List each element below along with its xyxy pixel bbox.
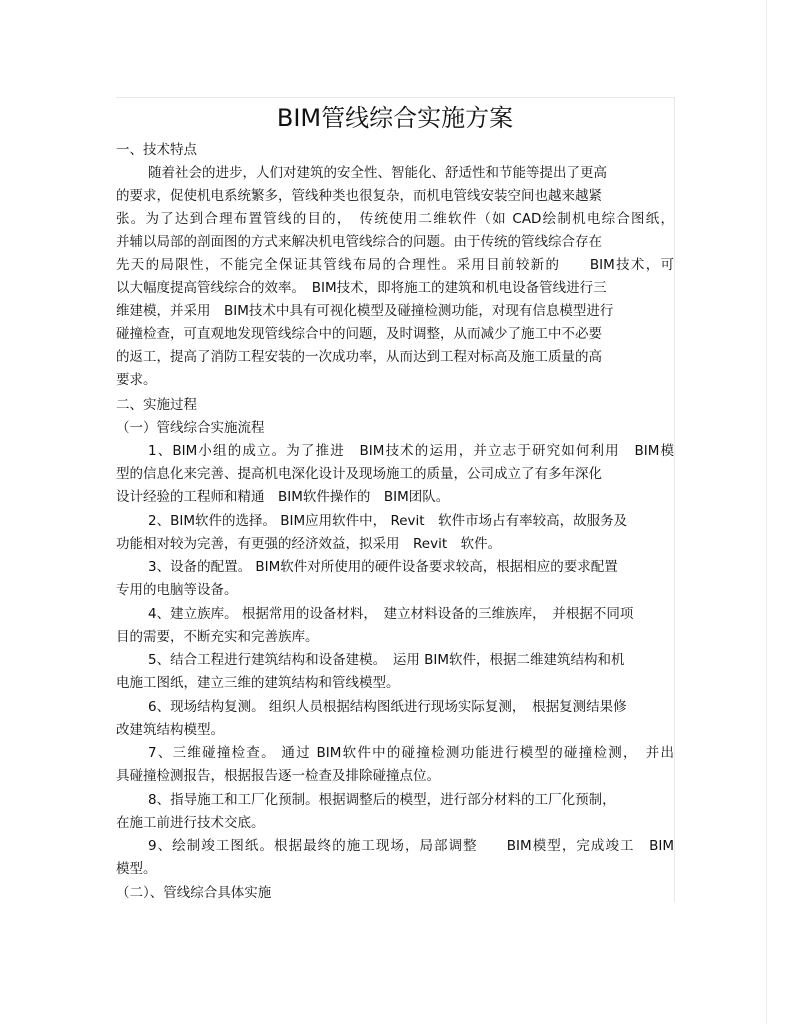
list-item-line: 设计经验的工程师和精通 BIM软件操作的 BIM团队。 [116,489,450,505]
section-heading-tech-features: 一、技术特点 [116,142,197,158]
page-edge-rule [766,0,767,1024]
document-page [116,97,675,902]
list-item-line: 2、BIM软件的选择。 BIM应用软件中， Revit 软件市场占有率较高，故服务及 [148,513,628,529]
list-item-line: 专用的电脑等设备。 [116,582,238,598]
paragraph-line: 的要求，促使机电系统繁多，管线种类也很复杂，而机电管线安装空间也越来越紧 [116,188,602,204]
paragraph-line: 先天的局限性，不能完全保证其管线布局的合理性。采用目前较新的 BIM技术，可 [116,257,674,273]
list-item-line: 6、现场结构复测。 组织人员根据结构图纸进行现场实际复测， 根据复测结果修 [148,699,627,715]
subsection-heading-implementation: （二）、管线综合具体实施 [116,885,272,901]
list-item-line: 在施工前进行技术交底。 [116,815,265,831]
list-item-line: 模型。 [116,861,157,877]
list-item-line: 目的需要，不断充实和完善族库。 [116,629,319,645]
list-item-line: 型的信息化来完善、提高机电深化设计及现场施工的质量，公司成立了有多年深化 [116,466,602,482]
list-item-line: 功能相对较为完善，有更强的经济效益，拟采用 Revit 软件。 [116,536,502,552]
paragraph-line: 要求。 [116,372,157,388]
list-item-line: 7、三维碰撞检查。 通过 BIM软件中的碰撞检测功能进行模型的碰撞检测， 并出 [148,745,674,761]
paragraph-line: 维建模，并采用 BIM技术中具有可视化模型及碰撞检测功能，对现有信息模型进行 [116,303,614,319]
list-item-line: 具碰撞检测报告，根据报告逐一检查及排除碰撞点位。 [116,768,440,784]
paragraph-line: 的返工，提高了消防工程安装的一次成功率，从而达到工程对标高及施工质量的高 [116,349,602,365]
list-item-line: 改建筑结构模型。 [116,722,224,738]
list-item-line: 电施工图纸，建立三维的建筑结构和管线模型。 [116,675,400,691]
paragraph-line: 以大幅度提高管线综合的效率。 BIM技术，即将施工的建筑和机电设备管线进行三 [116,280,607,296]
list-item-line: 3、设备的配置。 BIM软件对所使用的硬件设备要求较高，根据相应的要求配置 [148,559,618,575]
paragraph-line: 随着社会的进步，人们对建筑的安全性、智能化、舒适性和节能等提出了更高 [148,165,607,181]
paragraph-line: 张。为了达到合理布置管线的目的， 传统使用二维软件（如 CAD绘制机电综合图纸， [116,211,674,227]
list-item-line: 9、绘制竣工图纸。根据最终的施工现场，局部调整 BIM模型，完成竣工 BIM [148,838,674,854]
list-item-line: 8、指导施工和工厂化预制。根据调整后的模型，进行部分材料的工厂化预制， [148,792,616,808]
subsection-heading-flow: （一）管线综合实施流程 [116,420,265,436]
list-item-line: 1、BIM小组的成立。为了推进 BIM技术的运用，并立志于研究如何利用 BIM模 [148,443,674,459]
paragraph-line: 并辅以局部的剖面图的方式来解决机电管线综合的问题。由于传统的管线综合存在 [116,234,602,250]
document-title: BIM管线综合实施方案 [276,104,514,132]
section-heading-process: 二、实施过程 [116,397,197,413]
paragraph-line: 碰撞检查，可直观地发现管线综合中的问题，及时调整，从而减少了施工中不必要 [116,326,602,342]
list-item-line: 5、结合工程进行建筑结构和设备建模。 运用 BIM软件，根据二维建筑结构和机 [148,652,625,668]
list-item-line: 4、建立族库。 根据常用的设备材料， 建立材料设备的三维族库， 并根据不同项 [148,606,634,622]
